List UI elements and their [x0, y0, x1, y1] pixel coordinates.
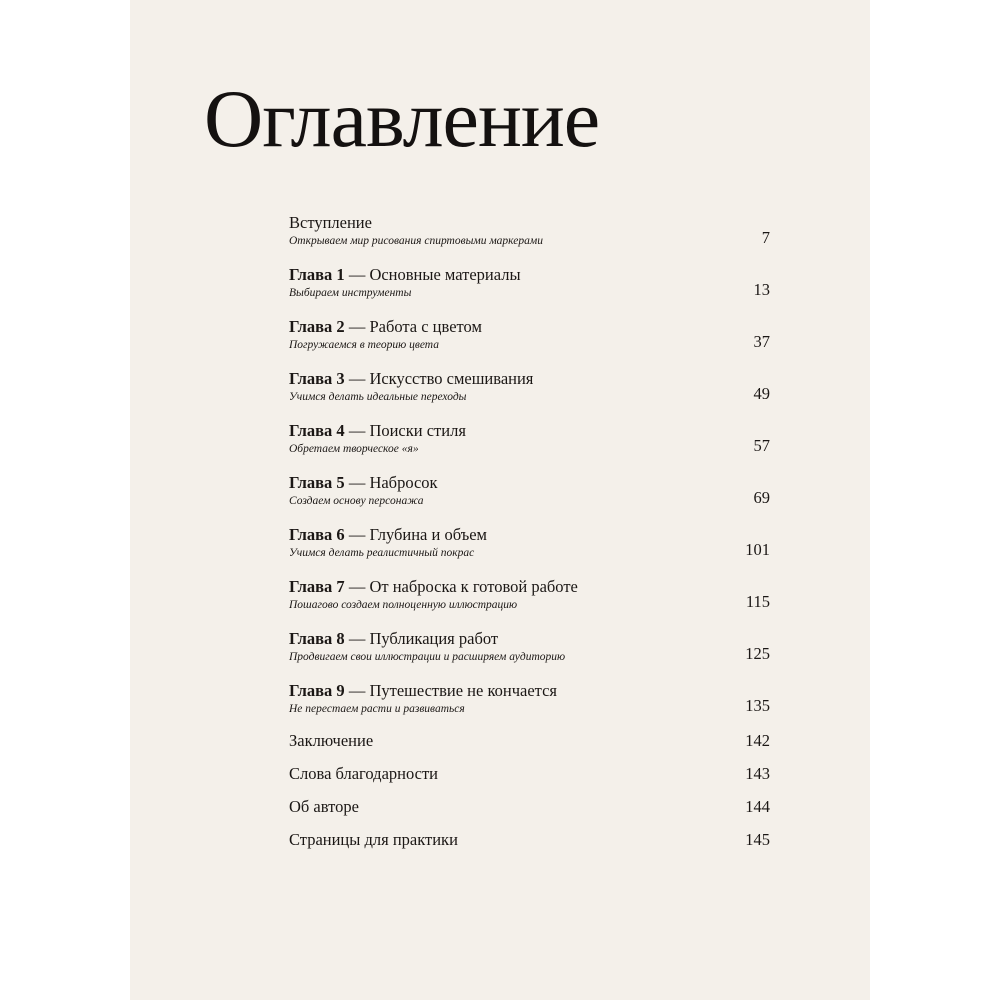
- toc-entry-title: Вступление: [289, 213, 372, 232]
- chapter-label: Глава 4: [289, 421, 345, 440]
- toc-entry-subtitle: Обретаем творческое «я»: [289, 443, 419, 455]
- toc-entry-subtitle: Открываем мир рисования спиртовыми маркерами: [289, 235, 543, 247]
- toc-entry-subtitle: Выбираем инструменты: [289, 287, 412, 299]
- toc-entry-chapter-8[interactable]: [289, 629, 770, 669]
- toc-entry-subtitle: Учимся делать идеальные переходы: [289, 391, 467, 403]
- toc-entry-title: Глава 8 — Публикация работ: [289, 629, 499, 648]
- chapter-label: Глава 8: [289, 629, 345, 648]
- toc-entry-conclusion[interactable]: [289, 731, 770, 753]
- toc-entry-chapter-2[interactable]: [289, 317, 770, 357]
- toc-page-number: 101: [745, 540, 770, 559]
- toc-entry-acknowledgements[interactable]: [289, 764, 770, 786]
- chapter-label: Глава 9: [289, 681, 345, 700]
- toc-entry-title: Глава 7 — От наброска к готовой работе: [289, 577, 578, 596]
- toc-entry-chapter-9[interactable]: [289, 681, 770, 721]
- toc-entry-subtitle: Учимся делать реалистичный покрас: [289, 547, 475, 559]
- toc-page-number: 143: [745, 764, 770, 783]
- toc-entry-intro[interactable]: [289, 213, 770, 253]
- toc-entry-title: Глава 2 — Работа с цветом: [289, 317, 482, 336]
- page-title: Оглавление: [204, 73, 600, 164]
- toc-entry-title: Глава 4 — Поиски стиля: [289, 421, 466, 440]
- toc-entry-subtitle: Погружаемся в теорию цвета: [289, 339, 439, 351]
- toc-page-number: 49: [753, 384, 770, 403]
- toc-page-number: 115: [745, 592, 770, 611]
- toc-entry-subtitle: Продвигаем свои иллюстрации и расширяем аудиторию: [289, 651, 566, 663]
- chapter-label: Глава 3: [289, 369, 345, 388]
- toc-entry-chapter-7[interactable]: [289, 577, 770, 617]
- toc-entry-title: Об авторе: [289, 797, 359, 816]
- toc-entry-subtitle: Пошагово создаем полноценную иллюстрацию: [289, 599, 518, 611]
- toc-entry-practice-pages[interactable]: [289, 830, 770, 852]
- toc-page-number: 69: [753, 488, 770, 507]
- toc-entry-chapter-5[interactable]: [289, 473, 770, 513]
- toc-entry-chapter-1[interactable]: [289, 265, 770, 305]
- toc-entry-title: Глава 6 — Глубина и объем: [289, 525, 487, 544]
- toc-page-number: 145: [745, 830, 770, 849]
- toc-entry-title: Глава 3 — Искусство смешивания: [289, 369, 534, 388]
- toc-entry-title: Заключение: [289, 731, 374, 750]
- toc-entry-title: Глава 5 — Набросок: [289, 473, 438, 492]
- toc-entry-title: Слова благодарности: [289, 764, 439, 783]
- chapter-label: Глава 7: [289, 577, 345, 596]
- toc-entry-chapter-6[interactable]: [289, 525, 770, 565]
- toc-entry-title: Страницы для практики: [289, 830, 458, 849]
- toc-page-number: 37: [753, 332, 770, 351]
- chapter-label: Глава 2: [289, 317, 345, 336]
- chapter-label: Глава 1: [289, 265, 345, 284]
- toc-page-number: 7: [761, 228, 770, 247]
- toc-page-number: 144: [745, 797, 770, 816]
- toc-page-number: 135: [745, 696, 770, 715]
- toc-page-number: 13: [753, 280, 770, 299]
- chapter-label: Глава 6: [289, 525, 345, 544]
- toc-entry-subtitle: Создаем основу персонажа: [289, 495, 424, 507]
- toc-entry-subtitle: Не перестаем расти и развиваться: [289, 703, 465, 715]
- toc-entry-title: Глава 9 — Путешествие не кончается: [289, 681, 557, 700]
- toc-page-number: 57: [753, 436, 770, 455]
- toc-entry-about-author[interactable]: [289, 797, 770, 819]
- book-page: [130, 0, 870, 1000]
- toc-entry-chapter-4[interactable]: [289, 421, 770, 461]
- chapter-label: Глава 5: [289, 473, 345, 492]
- toc-entry-title: Глава 1 — Основные материалы: [289, 265, 521, 284]
- toc-entry-chapter-3[interactable]: [289, 369, 770, 409]
- toc-page-number: 142: [745, 731, 770, 750]
- toc-page-number: 125: [745, 644, 770, 663]
